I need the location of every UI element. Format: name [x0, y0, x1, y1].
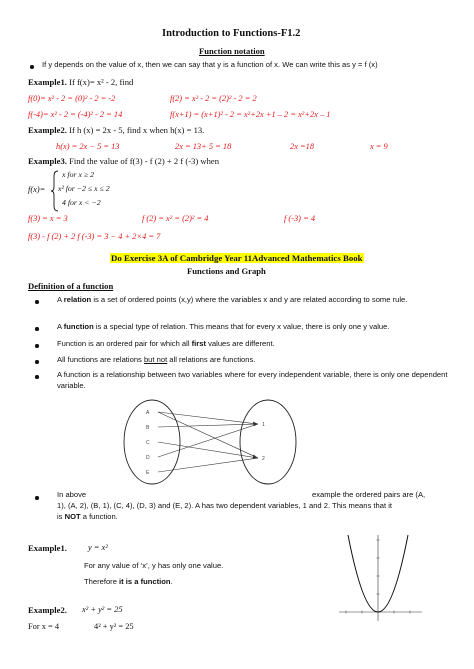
- ex3-r3: f (-3) = 4: [284, 214, 316, 223]
- ex2b-substitution: 4² + y² = 25: [94, 622, 134, 631]
- ex2b-label: Example2.: [28, 605, 67, 615]
- example3-line: [28, 156, 219, 166]
- domain-label: D: [146, 455, 150, 461]
- def-relation: A relation is a set of ordered points (x,y) where the variables x and y are related according to some rule.: [57, 295, 408, 304]
- page-title: [162, 28, 300, 39]
- example3-prompt: Find the value of f(3) - f (2) + 2 f (-3) when: [69, 156, 220, 166]
- function-notation-heading: Function notation: [199, 46, 265, 56]
- def-all-functions: All functions are relations but not all relations are functions.: [57, 355, 256, 364]
- ex1-f2: f(2) = x² - 2 = (2)² - 2 = 2: [170, 94, 257, 103]
- range-label: 2: [262, 456, 265, 462]
- ex1b-therefore: Therefore it is a function.: [84, 577, 173, 586]
- example2-line: [28, 125, 204, 135]
- domain-label: B: [146, 425, 150, 431]
- domain-label: A: [146, 410, 150, 416]
- title-code: -F1.2: [277, 28, 301, 39]
- ex2-step1: h(x) = 2x − 5 = 13: [56, 142, 120, 151]
- ex2-step3: 2x =18: [290, 142, 315, 151]
- domain-oval: [124, 400, 180, 484]
- domain-label: E: [146, 470, 150, 476]
- def-ordered-pair: Function is an ordered pair for which all first values are different.: [57, 339, 275, 348]
- piecewise-fx: f(x)=: [28, 185, 46, 194]
- example1-line: [28, 77, 133, 87]
- bullet-marker: [35, 327, 39, 331]
- ex3-r2: f (2) = x² = (2)² = 4: [142, 214, 209, 223]
- ex2b-equation: x² + y² = 25: [82, 605, 123, 614]
- in-above-text: In above: [57, 490, 87, 499]
- piecewise-case1: x for x ≥ 2: [62, 170, 94, 179]
- exercise-text: Do Exercise 3A of Cambridge Year 11Advanced Mathematics Book: [111, 253, 363, 263]
- bullet-marker: [30, 65, 34, 69]
- ex1b-note: For any value of ‘x’, y has only one value.: [84, 561, 224, 570]
- section2-title: Functions and Graph: [187, 266, 266, 276]
- bullet-marker: [35, 344, 39, 348]
- ordered-pairs-line3: is NOT a function.: [57, 512, 118, 521]
- parabola-graph: [336, 533, 424, 625]
- title-main: Introduction to Functions: [162, 28, 278, 39]
- ex2-step4: x = 9: [370, 142, 388, 151]
- bullet-marker: [35, 375, 39, 379]
- piecewise-case2: x² for −2 ≤ x ≤ 2: [58, 184, 110, 193]
- example1-prompt: If f(x)= x² - 2, find: [69, 77, 134, 87]
- ex3-final: f(3) - f (2) + 2 f (-3) = 3 − 4 + 2×4 = 7: [28, 232, 161, 241]
- example1-label: Example1.: [28, 77, 67, 87]
- piecewise-case3: 4 for x < −2: [62, 198, 101, 207]
- ex1-fx1: f(x+1) = (x+1)² - 2 = x²+2x +1 – 2 = x²+2x – 1: [170, 110, 331, 119]
- notation-text: If y depends on the value of x, then we can say that y is a function of x. We can write this as y = f (x): [42, 60, 378, 69]
- bullet-marker: [35, 300, 39, 304]
- def-relationship: A function is a relationship between two variables where for every independent variable, there is only one dependent variable.: [57, 370, 448, 390]
- ex2b-for-x: For x = 4: [28, 622, 60, 631]
- example3-label: Example3.: [28, 156, 67, 166]
- bullet-marker: [35, 496, 39, 500]
- definition-heading: Definition of a function: [28, 281, 114, 291]
- range-label: 1: [262, 422, 265, 428]
- ex1b-equation: y = x²: [88, 543, 108, 552]
- ordered-pairs-line2: 1), (A, 2), (B, 1), (C, 4), (D, 3) and (E, 2). A has two dependent variables, 1 and 2. This means that it: [57, 501, 392, 510]
- mapping-diagram: [118, 398, 304, 486]
- ex2-step2: 2x = 13+ 5 = 18: [175, 142, 232, 151]
- ex1-fneg4: f(-4)= x² - 2 = (-4)² - 2 = 14: [28, 110, 123, 119]
- domain-label: C: [146, 440, 150, 446]
- mapping-arrows: [158, 412, 258, 472]
- ex1b-label: Example1.: [28, 543, 67, 553]
- ordered-pairs-line1: example the ordered pairs are (A,: [312, 490, 426, 499]
- ex3-r1: f(3) = x = 3: [28, 214, 68, 223]
- example2-prompt: If h (x) = 2x - 5, find x when h(x) = 13.: [69, 125, 205, 135]
- exercise-banner: [110, 248, 364, 266]
- example2-label: Example2.: [28, 125, 67, 135]
- def-function: A function is a special type of relation. This means that for every x value, there is only one y value.: [57, 322, 390, 331]
- range-oval: [240, 400, 296, 484]
- ex1-f0: f(0)= x² - 2 = (0)² - 2 = -2: [28, 94, 116, 103]
- bullet-marker: [35, 360, 39, 364]
